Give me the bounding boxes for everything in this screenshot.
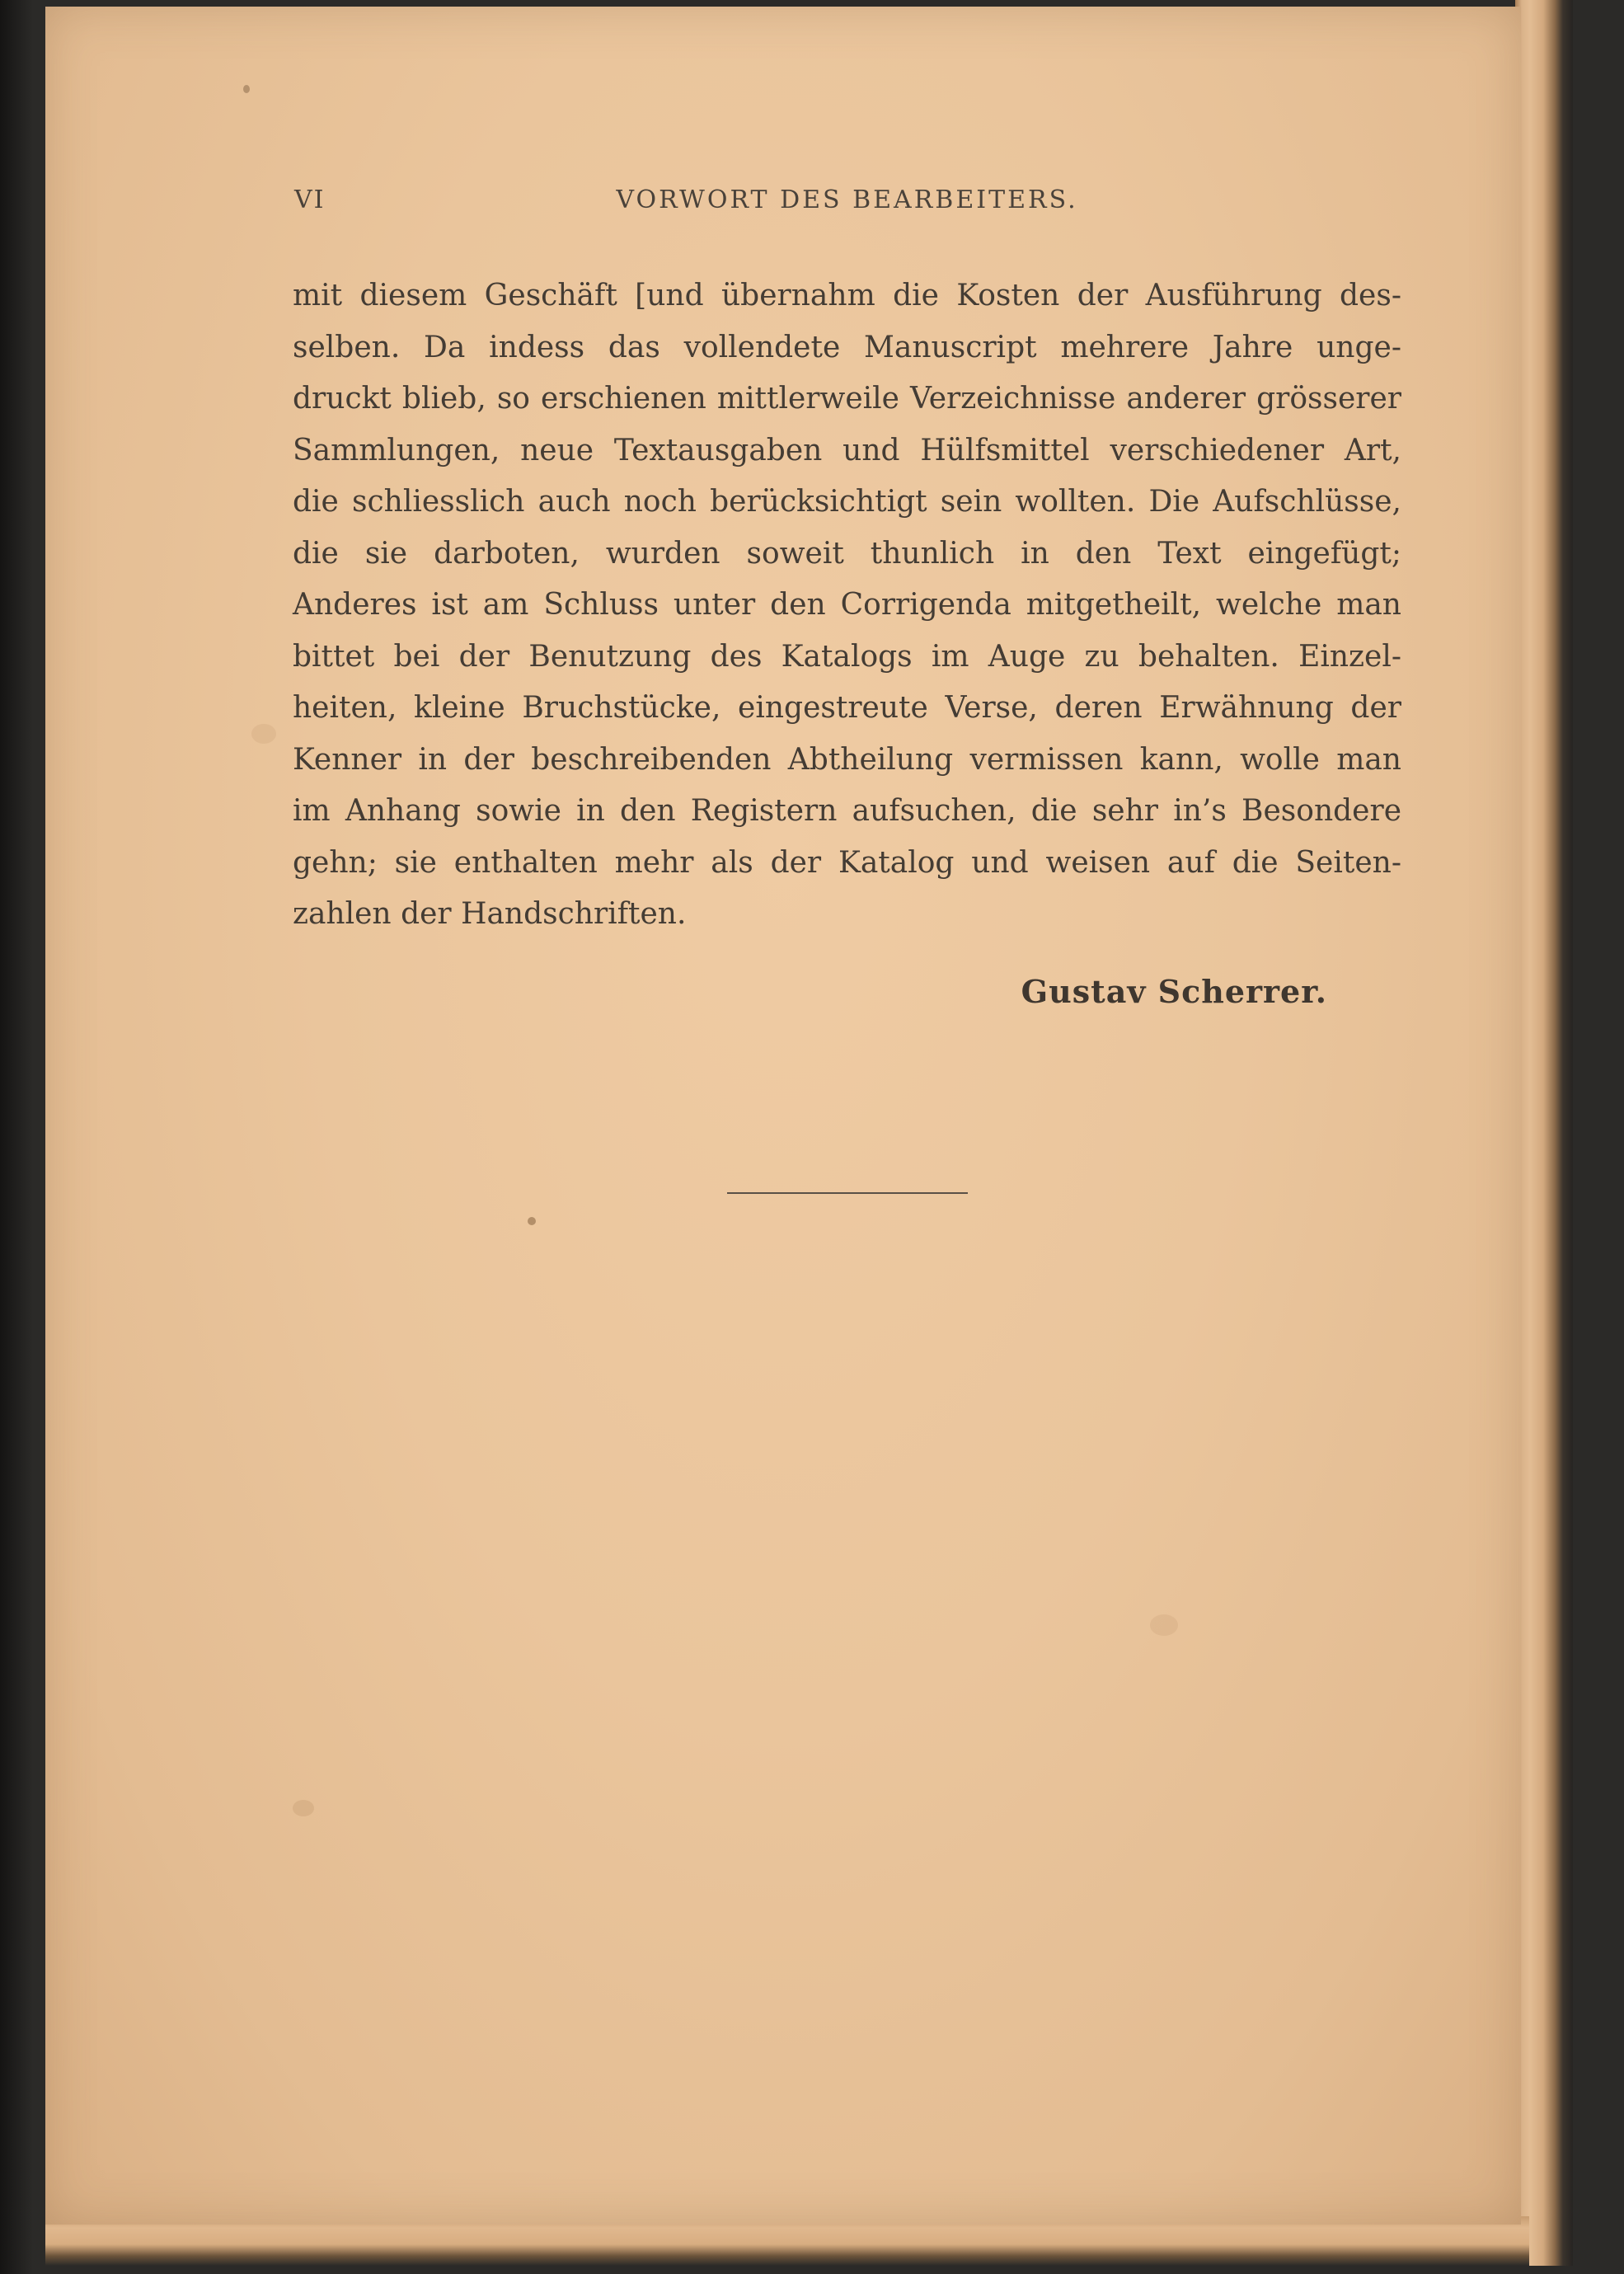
book-page — [45, 7, 1521, 2225]
section-divider — [293, 1192, 1401, 1194]
body-line: die schliesslich auch noch berücksichtigt sein wollten. Die Aufschlüsse, — [293, 485, 1401, 519]
body-paragraph — [293, 270, 1401, 941]
page-header — [293, 186, 1401, 218]
body-line: im Anhang sowie in den Registern aufsuchen, die sehr in’s Besondere — [293, 794, 1401, 828]
divider-line — [727, 1192, 968, 1194]
paper-stain — [251, 724, 276, 744]
paper-stain — [243, 85, 250, 93]
body-line: Kenner in der beschreibenden Abtheilung vermissen kann, wolle man — [293, 742, 1401, 777]
page-number: VI — [294, 186, 326, 214]
body-line: bittet bei der Benutzung des Katalogs im Auge zu behalten. Einzel- — [293, 639, 1401, 674]
body-line: Anderes ist am Schluss unter den Corrigenda mitgetheilt, welche man — [293, 588, 1401, 622]
body-line: Sammlungen, neue Textausgaben und Hülfsmittel verschiedener Art, — [293, 433, 1401, 467]
page-header-title: VORWORT DES BEARBEITERS. — [616, 186, 1078, 214]
body-line: zahlen der Handschriften. — [293, 897, 687, 931]
body-line: selben. Da indess das vollendete Manuscript mehrere Jahre unge- — [293, 330, 1401, 364]
body-line: gehn; sie enthalten mehr als der Katalog und weisen auf die Seiten- — [293, 845, 1401, 880]
page-content — [293, 7, 1401, 2225]
body-line: druckt blieb, so erschienen mittlerweile Verzeichnisse anderer grösserer — [293, 382, 1401, 416]
body-line: mit diesem Geschäft [und übernahm die Kosten der Ausführung des- — [293, 279, 1401, 312]
body-line: heiten, kleine Bruchstücke, eingestreute Verse, deren Erwähnung der — [293, 691, 1401, 725]
author-signature: Gustav Scherrer. — [1021, 973, 1327, 1010]
book-page-edge-right — [1515, 0, 1573, 2266]
body-line: die sie darboten, wurden soweit thunlich in den Text eingefügt; — [293, 536, 1401, 571]
